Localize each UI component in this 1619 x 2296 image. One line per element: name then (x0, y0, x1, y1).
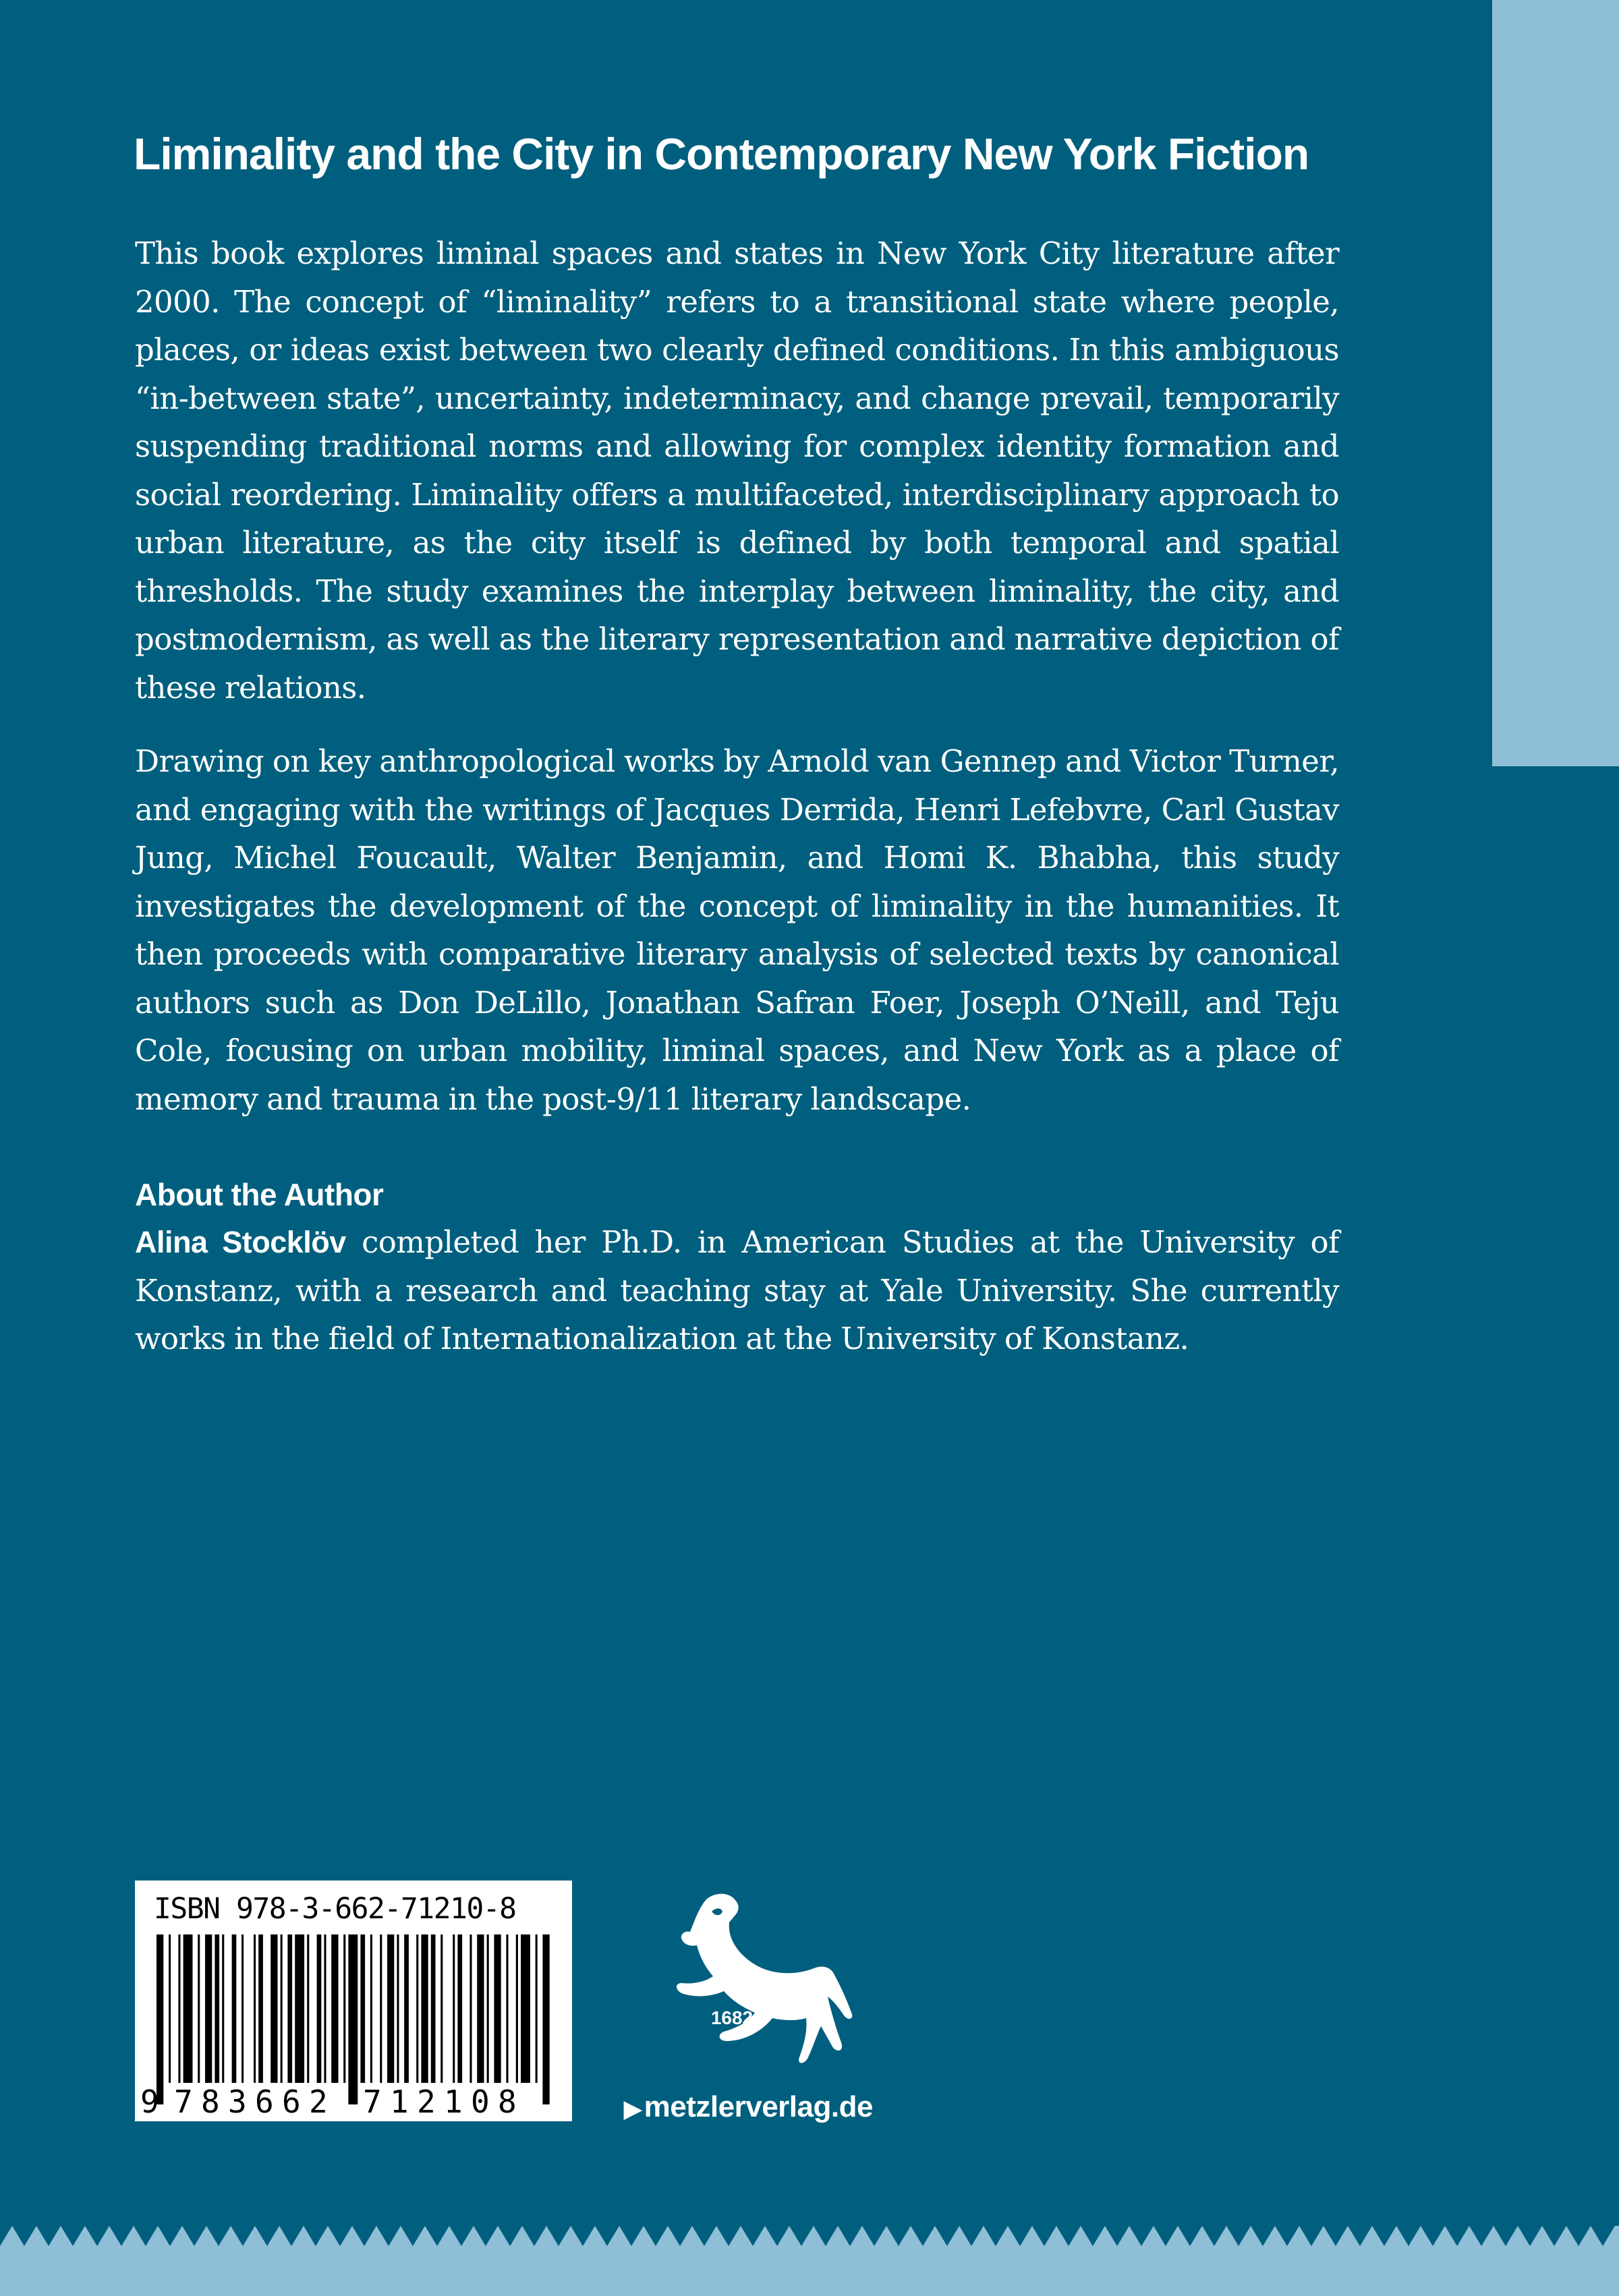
barcode-bar (542, 1934, 549, 2104)
about-author-heading: About the Author (135, 1177, 384, 1212)
barcode-bar (183, 1934, 193, 2083)
barcode-bar (516, 1934, 518, 2083)
arrow-right-icon: ▶ (624, 2096, 642, 2122)
barcode-bar (271, 1934, 277, 2083)
barcode-bar (416, 1934, 418, 2083)
logo-year: 1682 (710, 2007, 754, 2028)
barcode-bar (205, 1934, 212, 2083)
isbn-number: ISBN 978-3-662-71210-8 (154, 1892, 516, 1926)
barcode-bar (258, 1934, 263, 2083)
barcode-bar (506, 1934, 508, 2083)
barcode-digit: 8 (201, 2084, 220, 2120)
barcode-bar (536, 1934, 538, 2083)
barcode-bar (404, 1934, 409, 2083)
barcode-bar (431, 1934, 436, 2083)
barcode-bar (370, 1934, 372, 2083)
barcode-digit: 6 (282, 2084, 301, 2120)
barcode-digit: 2 (309, 2084, 328, 2120)
barcode-bar (232, 1934, 237, 2083)
barcode-digit: 6 (255, 2084, 274, 2120)
description-paragraph-2: Drawing on key anthropological works by Arnold van Gennep and Victor Turner, and engaging with the writings of Jacques Derrida, Henri Lefebvre, Carl Gustav Jung, Michel Foucault, Walter Benjamin, and Homi K. Bhabha, this study investigates the development of the concept of liminality in the humanities. It then proceeds with comparative literary analysis of selected texts by canonical authors such as Don DeLillo, Jonathan Safran Foer, Joseph O’Neill, and Teju Cole, focusing on urban mobility, liminal spaces, and New York as a place of memory and trauma in the post-9/11 literary landscape. (135, 743, 1339, 1117)
barcode-bar (494, 1934, 501, 2083)
barcode-bar (441, 1934, 443, 2083)
barcode-bar (157, 1934, 163, 2104)
barcode-bar (178, 1934, 180, 2083)
barcode-digit: 7 (363, 2084, 382, 2120)
barcode-digit: 1 (390, 2084, 409, 2120)
description-paragraph-1: This book explores liminal spaces and states in New York City literature after 2000. The concept of “liminality” refers to a transitional state where people, places, or ideas exist between two clearly defined conditions. In this ambiguous “in-between state”, uncertainty, indeterminacy, and change prevail, temporarily suspending traditional norms and allowing for complex identity formation and social reordering. Liminality offers a multifaceted, interdisciplinary approach to urban literature, as the city itself is defined by both temporal and spatial thresholds. The study examines the interplay between liminality, the city, and postmodernism, as well as the literary representation and narrative depiction of these relations. (135, 235, 1339, 706)
barcode-bar (331, 1934, 338, 2083)
barcode-bar (387, 1934, 394, 2083)
barcode-bar (380, 1934, 382, 2083)
barcode-digit: 1 (444, 2084, 463, 2120)
barcode-bar (324, 1934, 326, 2083)
author-name: Alina Stocklöv (135, 1225, 346, 1259)
horse-icon (664, 1889, 860, 2071)
zigzag-border (0, 2226, 1619, 2253)
barcode-bar (487, 1934, 489, 2083)
barcode-bar (477, 1934, 484, 2083)
barcode-bar (457, 1934, 462, 2083)
barcode-digit: 0 (471, 2084, 490, 2120)
publisher-website-link[interactable] (624, 2086, 873, 2131)
barcode-bar (295, 1934, 304, 2083)
barcode-bar (470, 1934, 472, 2083)
barcode-bar (343, 1934, 345, 2083)
barcode-digit: 2 (417, 2084, 436, 2120)
barcode-bar (307, 1934, 309, 2083)
barcode-digit: 3 (228, 2084, 247, 2120)
barcode-bar (421, 1934, 428, 2083)
barcode-bar (287, 1934, 292, 2083)
barcode-bar (198, 1934, 200, 2083)
barcode-bar (397, 1934, 399, 2083)
barcode (135, 1881, 572, 2121)
barcode-bar (360, 1934, 365, 2083)
book-title: Liminality and the City in Contemporary New York Fiction (134, 129, 1309, 179)
barcode-bar (242, 1934, 244, 2083)
barcode-bar (453, 1934, 455, 2083)
barcode-bar (222, 1934, 224, 2083)
author-bio (135, 1218, 1339, 1363)
barcode-bar (521, 1934, 530, 2083)
barcode-bar (281, 1934, 283, 2083)
website-text: metzlerverlag.de (644, 2090, 873, 2123)
barcode-bar (317, 1934, 322, 2083)
barcode-bar (348, 1934, 358, 2104)
barcode-digit: 8 (498, 2084, 517, 2120)
side-color-strip (1492, 0, 1619, 766)
author-bio-text: completed her Ph.D. in American Studies at the University of Konstanz, with a research and teaching stay at Yale University. She currently works in the field of Internationalization at the University of Konstanz. (135, 1224, 1340, 1356)
barcode-bar (169, 1934, 171, 2083)
barcode-digit: 9 (140, 2084, 159, 2120)
barcode-bar (254, 1934, 256, 2083)
barcode-bar (215, 1934, 219, 2083)
zigzag-teeth (0, 2226, 1619, 2246)
barcode-digit: 7 (174, 2084, 193, 2120)
